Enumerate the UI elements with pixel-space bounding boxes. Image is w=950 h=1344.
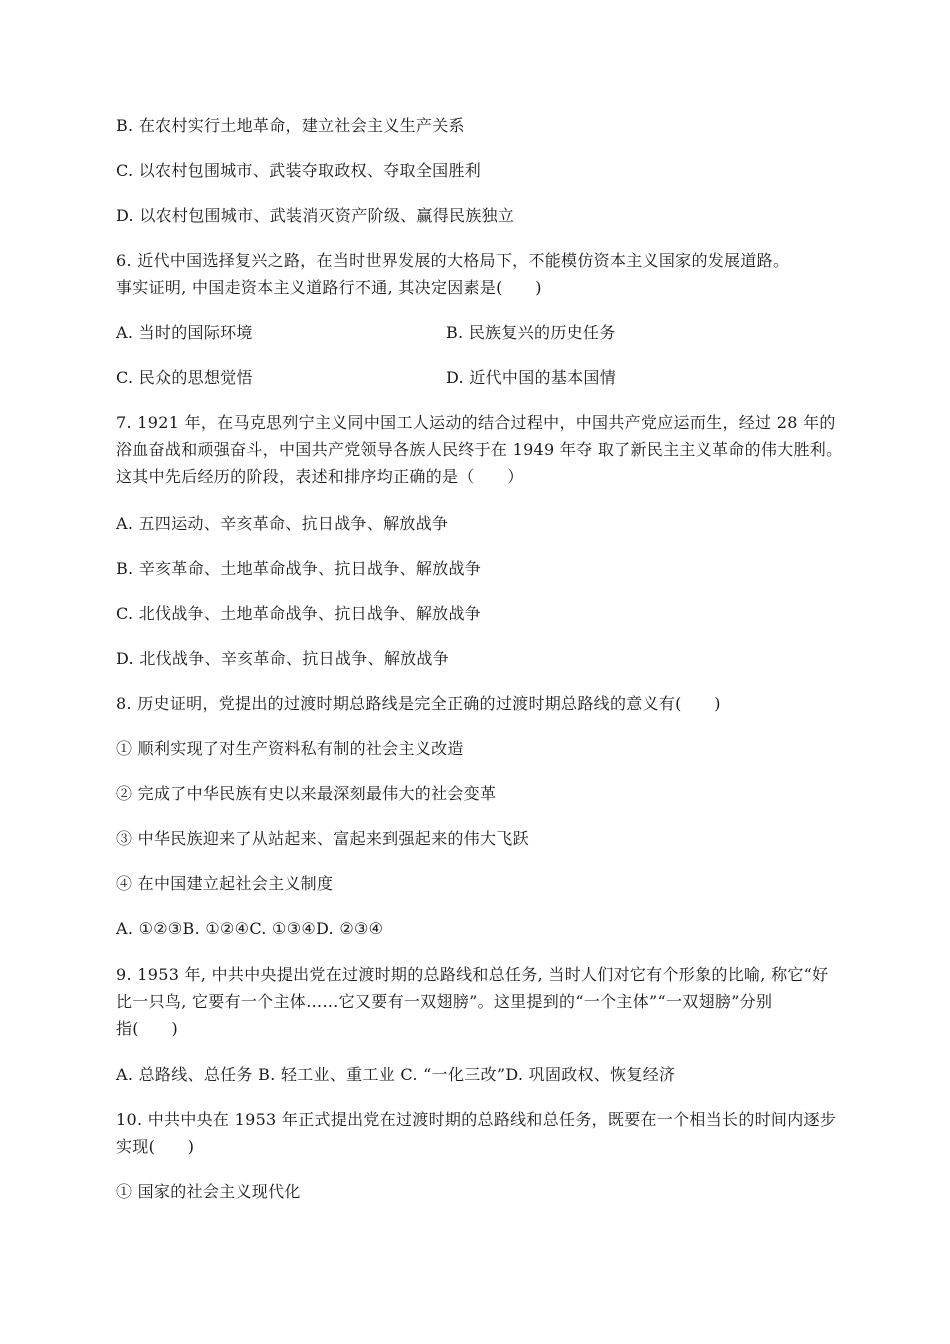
- q7-stem-line3: 这其中先后经历的阶段，表述和排序均正确的是（ ）: [116, 467, 524, 486]
- q9-stem-line1: 9. 1953 年, 中共中央提出党在过渡时期的总路线和总任务, 当时人们对它有个形象的比喻, 称它“好: [116, 965, 829, 984]
- q8-item-4: ④ 在中国建立起社会主义制度: [116, 874, 334, 893]
- q8-item-2: ② 完成了中华民族有史以来最深刻最伟大的社会变革: [116, 784, 497, 803]
- q6-option-c: C. 民众的思想觉悟: [116, 368, 253, 387]
- q10-item-1: ① 国家的社会主义现代化: [116, 1182, 301, 1201]
- q8-options: A. ①②③B. ①②④C. ①③④D. ②③④: [116, 919, 384, 938]
- q8-item-3: ③ 中华民族迎来了从站起来、富起来到强起来的伟大飞跃: [116, 829, 529, 848]
- q6-stem-line1: 6. 近代中国选择复兴之路，在当时世界发展的大格局下，不能模仿资本主义国家的发展道路。: [116, 251, 790, 270]
- q6-option-b: B. 民族复兴的历史任务: [446, 323, 616, 342]
- q6-option-a: A. 当时的国际环境: [116, 323, 253, 342]
- q9-stem-line3: 指( ): [116, 1019, 178, 1038]
- q10-stem-line2: 实现( ): [116, 1137, 195, 1156]
- q5-option-b: B. 在农村实行土地革命，建立社会主义生产关系: [116, 116, 465, 135]
- q7-stem-line1: 7. 1921 年，在马克思列宁主义同中国工人运动的结合过程中，中国共产党应运而生，经过 28 年的: [116, 413, 836, 432]
- q8-stem: 8. 历史证明，党提出的过渡时期总路线是完全正确的过渡时期总路线的意义有( ): [116, 694, 721, 713]
- q7-stem-line2: 浴血奋战和顽强奋斗，中国共产党领导各族人民终于在 1949 年夺 取了新民主主义革命的伟大胜利。: [116, 440, 843, 459]
- q7-option-a: A. 五四运动、辛亥革命、抗日战争、解放战争: [116, 514, 449, 533]
- q8-item-1: ① 顺利实现了对生产资料私有制的社会主义改造: [116, 739, 464, 758]
- q7-option-d: D. 北伐战争、辛亥革命、抗日战争、解放战争: [116, 649, 450, 668]
- q5-option-d: D. 以农村包围城市、武装消灭资产阶级、赢得民族独立: [116, 206, 515, 225]
- q7-option-b: B. 辛亥革命、土地革命战争、抗日战争、解放战争: [116, 559, 482, 578]
- q9-stem-line2: 比一只鸟, 它要有一个主体……它又要有一双翅膀”。这里提到的“一个主体”“一双翅膀”分别: [116, 992, 773, 1011]
- q7-option-c: C. 北伐战争、土地革命战争、抗日战争、解放战争: [116, 604, 482, 623]
- q9-options: A. 总路线、总任务 B. 轻工业、重工业 C. “一化三改”D. 巩固政权、恢复经济: [116, 1065, 676, 1084]
- q10-stem-line1: 10. 中共中央在 1953 年正式提出党在过渡时期的总路线和总任务，既要在一个相当长的时间内逐步: [116, 1110, 837, 1129]
- q6-stem-line2: 事实证明, 中国走资本主义道路行不通, 其决定因素是( ): [116, 278, 542, 297]
- q5-option-c: C. 以农村包围城市、武装夺取政权、夺取全国胜利: [116, 161, 482, 180]
- q6-option-d: D. 近代中国的基本国情: [446, 368, 617, 387]
